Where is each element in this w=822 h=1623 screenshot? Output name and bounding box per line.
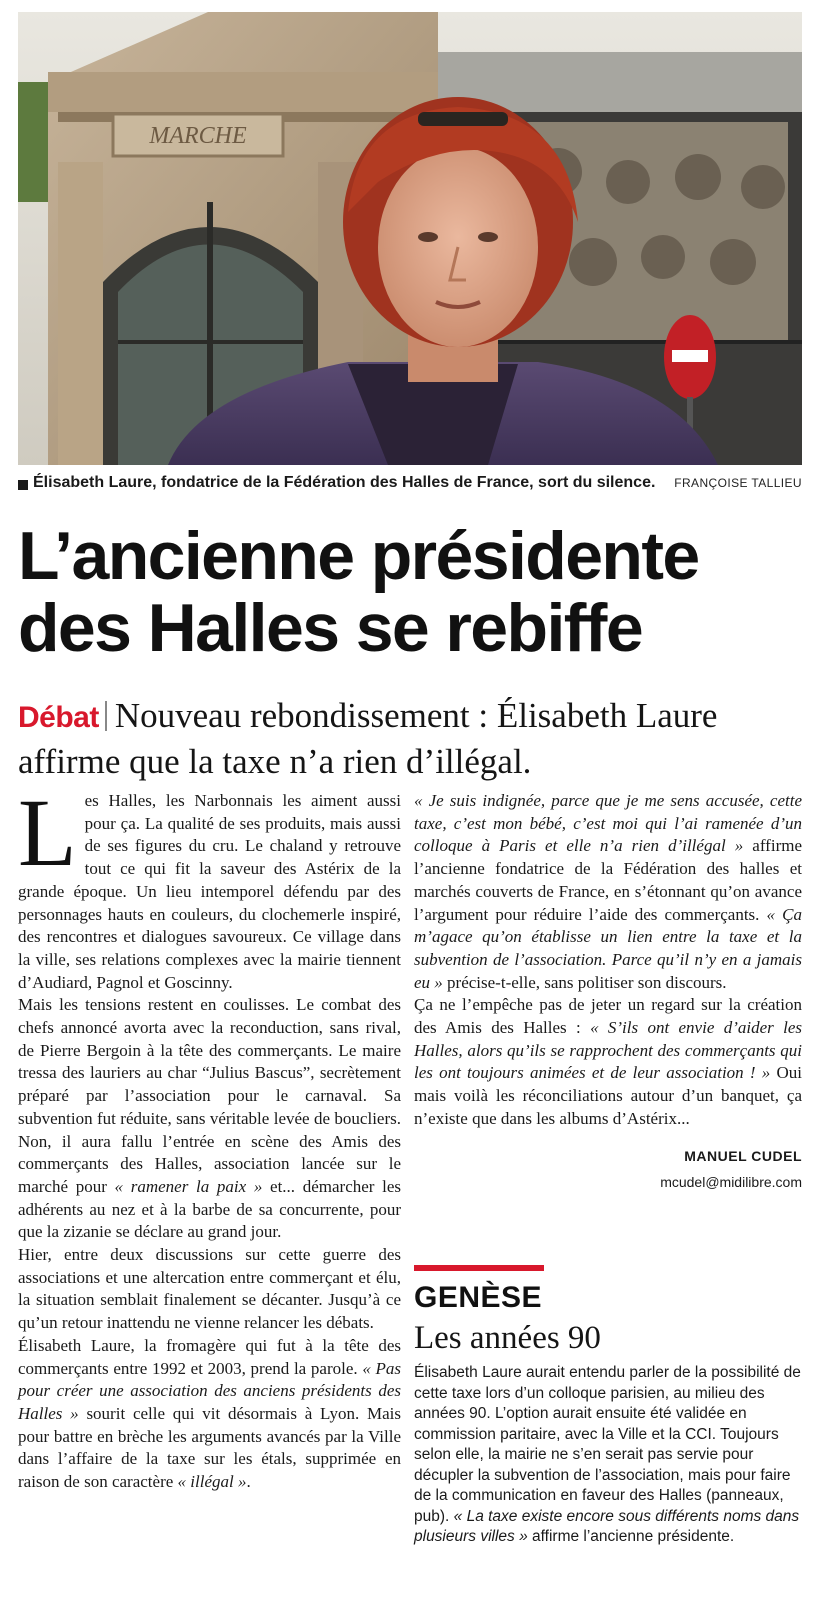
paragraph: [18, 1335, 401, 1494]
market-sign-text: MARCHE: [149, 123, 247, 149]
paragraph-text: .: [246, 1472, 251, 1492]
headline: [18, 520, 802, 664]
author-email: mcudel@midilibre.com: [660, 1174, 802, 1191]
paragraph-text: Hier, entre deux discussions sur cette guerre des associations et une altercation entre commerçant et élu, la situation semblait finalement se décanter. Jusqu’à ce qu’un retour inattendu ne vienne relancer les débats.: [18, 1245, 401, 1333]
paragraph-text: es Halles, les Narbonnais les aiment aussi pour ça. La qualité de ses produits, mais aussi de ses figures du cru. Le chaland y retrouve tout ce qui fit la saveur des Astérix de la grande époque. Un lieu intemporel défendu par des personnages hauts en couleurs, du clochemerle inspiré, des rencontres et dialogues savoureux. Ce village dans la ville, ses relations complexes avec la mairie tiennent d’Audiard, Pagnol et Goscinny.: [18, 791, 401, 992]
sidebar-text: affirme l’ancienne présidente.: [527, 1528, 735, 1545]
author-name: MANUEL CUDEL: [684, 1147, 802, 1164]
sidebar-box: [414, 1265, 802, 1548]
quote: « La taxe existe encore sous différents noms dans plusieurs villes »: [414, 1507, 800, 1545]
photo-caption: [18, 474, 802, 498]
quote: « ramener la paix »: [114, 1176, 263, 1196]
headline-line-2: des Halles se rebiffe: [18, 590, 643, 666]
sidebar-label: GENÈSE: [414, 1281, 543, 1314]
paragraph: [18, 779, 401, 994]
paragraph: [18, 994, 401, 1244]
paragraph-text: Mais les tensions restent en coulisses. Le combat des chefs annoncé avorta avec la reconduction, sans rival, de Pierre Bergoin à la tête des commerçants. Le maire tressa des lauriers au char “Julius Bascus”, secrètement préparé par l’association pour le carnaval. Sa subvention fut réduite, sans véritable levée de boucliers. Non, il aura fallu l’entrée en scène des Amis des commerçants des Halles, association lancée sur le marché pour: [18, 995, 401, 1196]
photo-illustration: [18, 12, 802, 465]
paragraph-text: et... démarcher les adhérents au nez et à la barbe de sa concurrente, pour que la zizanie se déclare au grand jour.: [18, 1176, 401, 1242]
quote: « illégal »: [177, 1472, 247, 1492]
quote: « Ça m’agace qu’on établisse un lien entre la taxe et la subvention de l’association. Parce qu’il n’y en a jamais eu »: [414, 904, 803, 992]
sidebar-accent-bar: [414, 1265, 544, 1271]
paragraph-text: sourit celle qui vit désormais à Lyon. Mais pour battre en brèche les arguments avancés par la Ville dans l’affaire de la taxe sur les étals, supprimée en raison de son caractère: [18, 1403, 401, 1492]
paragraph: [414, 790, 802, 994]
caption-bullet: [18, 480, 28, 490]
paragraph-text: Oui mais voilà les réconciliations autour d’un banquet, ça n’existe que dans les albums d’Astérix...: [414, 1063, 802, 1128]
quote: « S’ils ont envie d’aider les Halles, alors qu’ils se rapprochent des commerçants qui les ont toujours animées et de leur association ! »: [414, 1018, 802, 1083]
drop-cap: L: [18, 779, 77, 886]
paragraph-text: précise-t-elle, sans politiser son discours.: [442, 972, 727, 992]
photo-credit: FRANÇOISE TALLIEU: [674, 476, 802, 490]
caption-text: Élisabeth Laure, fondatrice de la Fédération des Halles de France, sort du silence.: [33, 474, 656, 491]
article-column-2: [414, 790, 802, 1194]
article-column-1: [18, 779, 401, 1494]
paragraph-text: affirme l’ancienne fondatrice de la Fédération des halles et marchés couverts de France, en s’étonnant qu’on avance l’argument pour réduire l’aide des commerçants.: [414, 836, 802, 924]
sidebar-body: [414, 1363, 802, 1548]
standfirst-text: Nouveau rebondissement : Élisabeth Laure affirme que la taxe n’a rien d’illégal.: [18, 696, 718, 781]
paragraph: [18, 1244, 401, 1335]
kicker-label: Débat: [18, 701, 99, 734]
standfirst: [18, 694, 802, 784]
kicker-separator: [105, 701, 107, 731]
paragraph-text: Ça ne l’empêche pas de jeter un regard sur la création des Amis des Halles :: [414, 995, 802, 1038]
sidebar-text: Élisabeth Laure aurait entendu parler de la possibilité de cette taxe lors d’un colloque parisien, au milieu des années 90. L’option aurait ensuite été validée en commission paritaire, avec la Ville et la CCI. Toujours selon elle, la mairie ne s’en serait pas servie pour décupler la subvention de l’association, mais pour faire de la communication en faveur des Halles (panneaux, pub).: [414, 1364, 801, 1525]
paragraph: [414, 994, 802, 1130]
quote: « Pas pour créer une association des anciens présidents des Halles »: [18, 1358, 401, 1423]
headline-line-1: L’ancienne présidente: [18, 518, 699, 594]
paragraph-text: Élisabeth Laure, la fromagère qui fut à la tête des commerçants entre 1992 et 2003, prend la parole.: [18, 1335, 401, 1378]
article-photo: [18, 12, 802, 465]
byline: [414, 1145, 802, 1194]
quote: « Je suis indignée, parce que je me sens accusée, cette taxe, c’est mon bébé, c’est moi qui l’ai ramenée d’un colloque à Paris et elle n’a rien d’illégal »: [414, 791, 802, 856]
sidebar-title: Les années 90: [414, 1320, 601, 1356]
